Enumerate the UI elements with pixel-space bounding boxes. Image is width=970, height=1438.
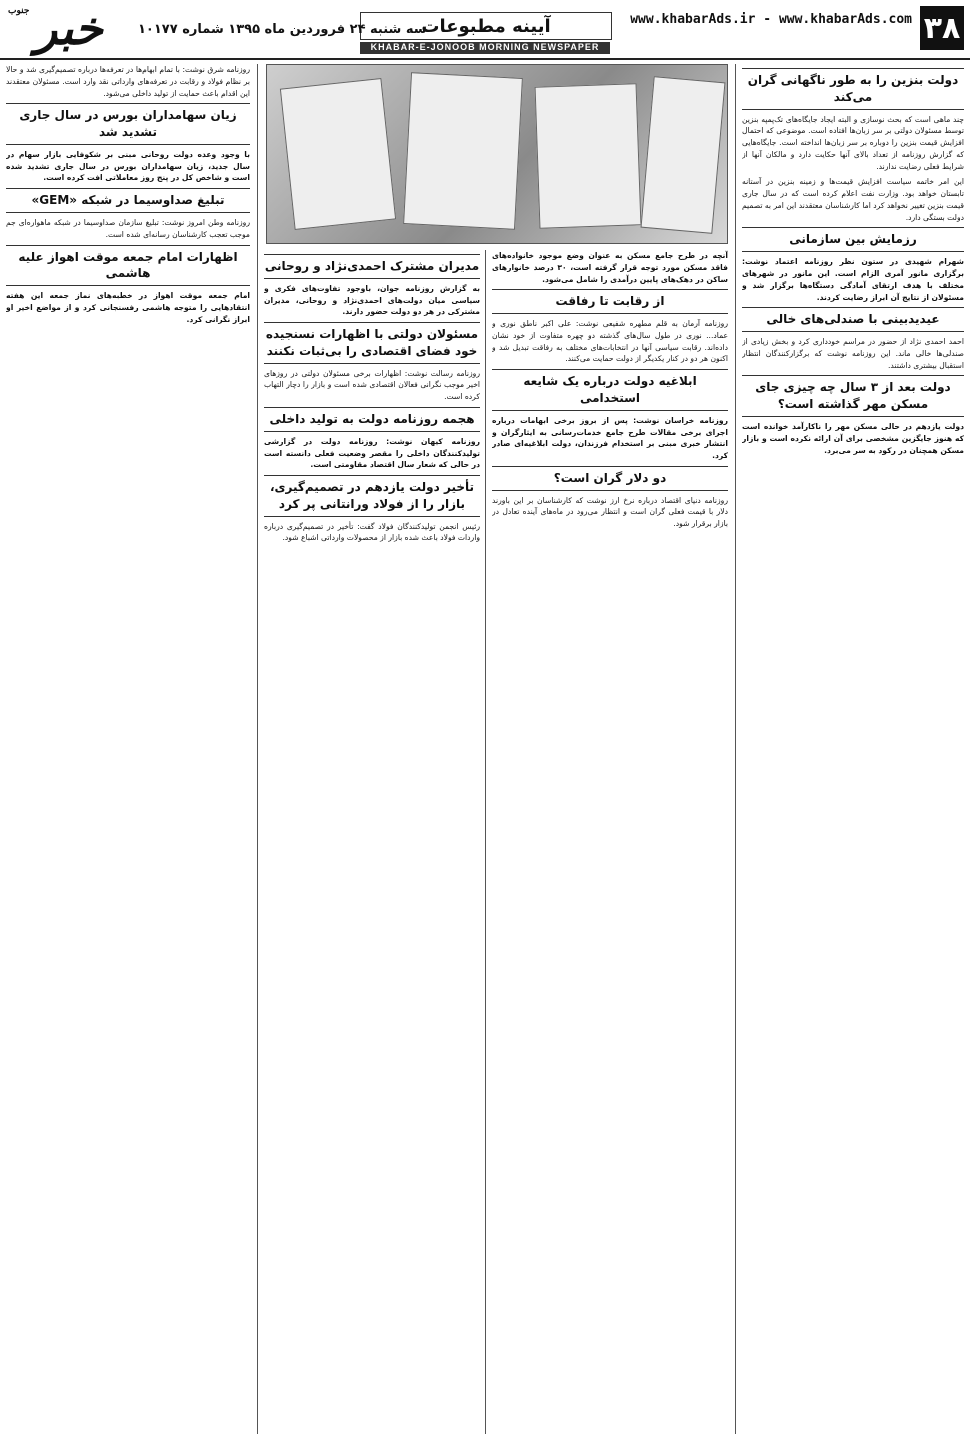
headline: مسئولان دولتی با اظهارات نسنجیده خود فضای اقتصادی را بی‌ثبات نکنند [264, 322, 480, 364]
newspaper-image [535, 83, 642, 228]
logo-sub: جنوب [8, 6, 30, 16]
paragraph: روزنامه آرمان به قلم مطهره شفیعی نوشت: علی اکبر ناطق نوری و عماد... نوری در طول سال‌های گذشته دو چهره متفاوت از خود نشان داده‌اند. رقابت سیاسی آنها در انتخابات‌های مختلف به رفاقت تبدیل شد و اکنون هر دو در کنار یکدیگر از دولت حمایت می‌کنند. [492, 319, 728, 364]
issue-info: سه شنبه ۲۴ فروردین ماه ۱۳۹۵ شماره ۱۰۱۷۷ [138, 22, 427, 37]
headline: از رقابت تا رفاقت [492, 289, 728, 314]
newspapers-photo [266, 64, 728, 244]
paragraph: روزنامه وطن امروز نوشت: تبلیغ سازمان صداوسیما در شبکه ماهواره‌ای جم موجب تعجب کارشناسان رسانه‌ای شده است. [6, 217, 250, 239]
section-title: آیینه مطبوعات [360, 12, 612, 40]
headline: دو دلار گران است؟ [492, 466, 728, 491]
newspaper-image [403, 72, 523, 230]
headline: مدیران مشترک احمدی‌نژاد و روحانی [264, 254, 480, 279]
paragraph: روزنامه خراسان نوشت: پس از بروز برخی ابهامات درباره اجرای برخی مقالات طرح جامع خدمات‌رسانی به ایثارگران و انتشار خبری مبنی بر استخدام فرزندان، دولت ابلاغیه‌ای صادر کرد. [492, 415, 728, 461]
paragraph: با وجود وعده دولت روحانی مبنی بر شکوفایی بازار سهام در سال جدید، زیان سهامداران بورس در سال جاری تشدید شده است و شاخص کل در پنج روز معاملاتی افت کرده است. [6, 149, 250, 183]
headline: ابلاغیه دولت درباره یک شایعه استخدامی [492, 369, 728, 411]
column-divider [735, 64, 736, 1434]
headline: رزمایش بین سازمانی [742, 227, 964, 252]
paragraph: شهرام شهیدی در ستون نظر روزنامه اعتماد نوشت: برگزاری مانور آمری الزام است. این مانور در شهرهای مختلف با هدف ارتقای آمادگی دستگاه‌ها برگزار شد و مسئولان از نتایج آن ابراز رضایت کردند. [742, 257, 964, 302]
paragraph: امام جمعه موقت اهواز در خطبه‌های نماز جمعه این هفته انتقادهایی را متوجه هاشمی رفسنجانی کرد و از مواضع اخیر او ابراز نگرانی کرد. [6, 291, 250, 324]
headline: اظهارات امام جمعه موقت اهواز علیه هاشمی [6, 245, 250, 287]
logo-text: خبر [35, 1, 103, 55]
paragraph: روزنامه دنیای اقتصاد درباره نرخ ارز نوشت که کارشناسان بر این باورند دلار با قیمت فعلی گران است و انتظار می‌رود در ماه‌های آینده تعادل در بازار برقرار شود. [492, 495, 728, 529]
paragraph: آنچه در طرح جامع مسکن به عنوان وضع موجود خانواده‌های فاقد مسکن مورد توجه قرار گرفته است، ۳۰ درصد خانوارهای ساکن در دهک‌های پایین درآمدی را شامل می‌شود. [492, 251, 728, 284]
headline: هجمه روزنامه دولت به تولید داخلی [264, 407, 480, 432]
paragraph: رئیس انجمن تولیدکنندگان فولاد گفت: تأخیر در تصمیم‌گیری درباره واردات فولاد باعث شده بازار از محصولات وارداتی اشباع شود. [264, 521, 480, 543]
headline: عیدیدبینی با صندلی‌های خالی [742, 307, 964, 332]
paragraph: چند ماهی است که بحث نوسازی و البته ایجاد جایگاه‌های تک‌پمپه بنزین توسط مسئولان دولتی بر سر زبان‌ها افتاده است. موضوعی که احتمال افزایش قیمت بنزین را دوباره بر سر زبان‌ها انداخته است. جایگاه‌هایی که گزارش روزنامه از تعداد بالای آنها حکایت دارد و مالکان آنها از شرایط فعلی رضایت ندارند. [742, 114, 964, 171]
paragraph: احمد احمدی نژاد از حضور در مراسم خودداری کرد و بخش زیادی از صندلی‌ها خالی ماند. این روزنامه نوشت که برگزارکنندگان انتظار استقبال بیشتری داشتند. [742, 337, 964, 370]
column-3 [264, 250, 480, 1434]
column-divider [485, 250, 486, 1434]
column-2 [492, 250, 728, 1434]
paragraph: این امر خاتمه سیاست افزایش قیمت‌ها و زمینه بنزین در آستانه تابستان خواهد بود. وزارت نفت اعلام کرده است که در سال جاری قیمت بنزین تغییر نخواهد کرد اما کارشناسان معتقدند این امر به تصمیم دولت بستگی دارد. [742, 177, 964, 222]
logo [4, 2, 134, 54]
paragraph: روزنامه شرق نوشت: با تمام ابهام‌ها در تعرفه‌ها درباره تصمیم‌گیری شد و حالا بر نظام فولاد و رقابت در تعرفه‌های وارداتی نقد وارد است. مسئولان معتقدند این اقدام باعث حمایت از تولید داخلی می‌شود. [6, 65, 250, 98]
paragraph: به گزارش روزنامه جوان، باوجود تفاوت‌های فکری و سیاسی میان دولت‌های احمدی‌نژاد و روحانی، مدیران مشترکی در هر دو دولت حضور دارند. [264, 283, 480, 317]
headline: زیان سهامداران بورس در سال جاری تشدید شد [6, 103, 250, 145]
page-header [0, 0, 970, 60]
english-banner: KHABAR-E-JONOOB MORNING NEWSPAPER [360, 42, 610, 54]
site-url[interactable]: www.khabarAds.ir - www.khabarAds.com [630, 12, 912, 27]
page-number: ۳۸ [920, 6, 964, 50]
column-divider [257, 64, 258, 1434]
headline: تأخیر دولت یازدهم در تصمیم‌گیری، بازار را از فولاد ورانتانی پر کرد [264, 475, 480, 517]
headline: تبلیغ صداوسیما در شبکه «GEM» [6, 188, 250, 213]
newspaper-image [641, 76, 726, 234]
newspaper-image [280, 78, 396, 230]
column-1 [742, 64, 964, 1434]
headline: دولت بنزین را به طور ناگهانی گران می‌کند [742, 68, 964, 110]
paragraph: روزنامه کیهان نوشت: روزنامه دولت در گزارشی تولیدکنندگان داخلی را مقصر وضعیت فعلی دانسته است در حالی که شعار سال اقتصاد مقاومتی است. [264, 436, 480, 470]
paragraph: دولت یازدهم در حالی مسکن مهر را ناکارآمد خوانده است که هنوز جایگزین مشخصی برای آن ارائه نکرده است و بازار مسکن همچنان در رکود به سر می‌برد. [742, 422, 964, 455]
paragraph: روزنامه رسالت نوشت: اظهارات برخی مسئولان دولتی در روزهای اخیر موجب نگرانی فعالان اقتصادی شده است و بازار را دچار التهاب کرده است. [264, 368, 480, 402]
column-4 [6, 64, 250, 1434]
headline: دولت بعد از ۳ سال چه چیزی جای مسکن مهر گذاشته است؟ [742, 375, 964, 417]
